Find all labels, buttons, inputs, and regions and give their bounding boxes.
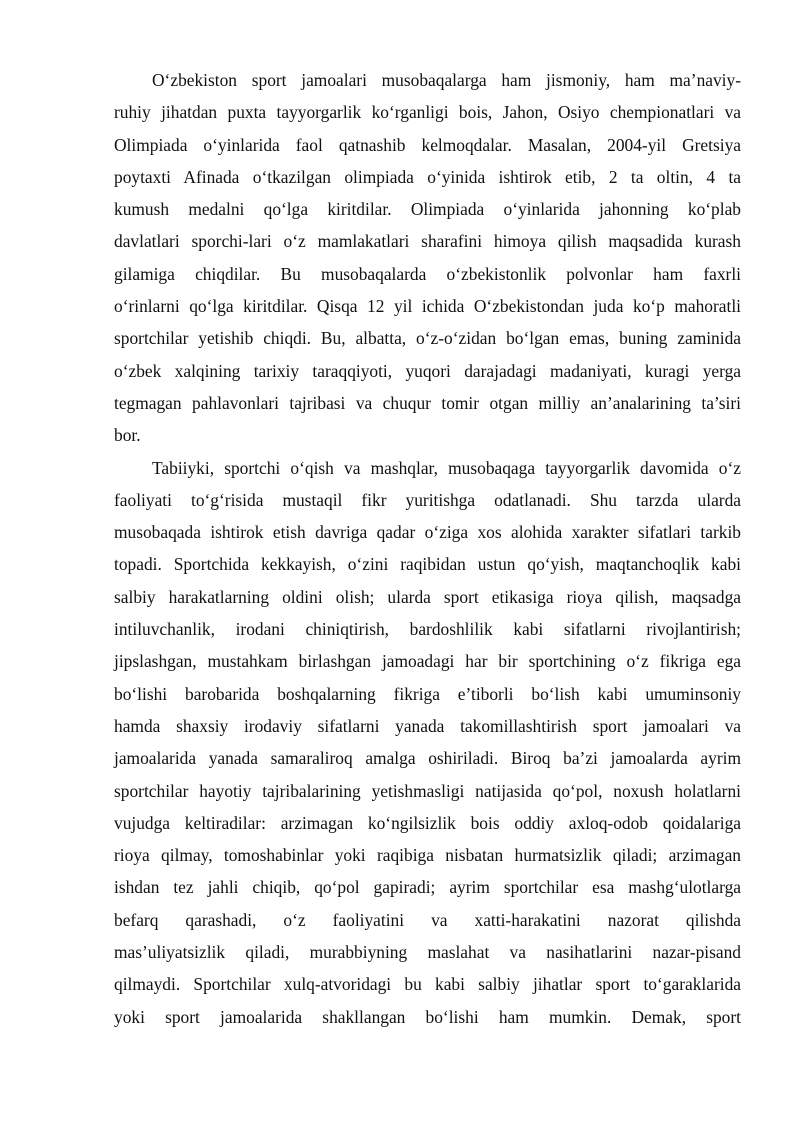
text-line: tegmagan pahlavonlari tajribasi va chuqur tomir otgan milliy an’analarining ta’siri xyxy=(114,392,741,413)
text-line: kumush medalni qo‘lga kiritdilar. Olimpiada o‘yinlarida jahonning ko‘plab xyxy=(114,199,741,220)
text-line: qilmaydi. Sportchilar xulq-atvoridagi bu kabi salbiy jihatlar sport to‘garaklarida xyxy=(114,974,741,995)
text-line: vujudga keltiradilar: arzimagan ko‘ngilsizlik bois oddiy axloq-odob qoidalariga xyxy=(114,812,741,833)
text-line: gilamiga chiqdilar. Bu musobaqalarda o‘zbekistonlik polvonlar ham faxrli xyxy=(114,263,741,284)
text-line: Olimpiada o‘yinlarida faol qatnashib kelmoqdalar. Masalan, 2004-yil Gretsiya xyxy=(114,134,741,155)
text-line: salbiy harakatlarning oldini olish; ularda sport etikasiga rioya qilish, maqsadga xyxy=(114,586,741,607)
text-line: mas’uliyatsizlik qiladi, murabbiyning maslahat va nasihatlarini nazar-pisand xyxy=(114,942,741,963)
text-line: o‘zbek xalqining tarixiy taraqqiyoti, yuqori darajadagi madaniyati, kuragi yerga xyxy=(114,360,741,381)
text-line: befarq qarashadi, o‘z faoliyatini va xatti-harakatini nazorat qilishda xyxy=(114,909,741,930)
text-line: bo‘lishi barobarida boshqalarning fikriga e’tiborli bo‘lish kabi umuminsoniy xyxy=(114,683,741,704)
text-line: o‘rinlarni qo‘lga kiritdilar. Qisqa 12 yil ichida O‘zbekistondan juda ko‘p mahoratli xyxy=(114,296,741,317)
text-line: topadi. Sportchida kekkayish, o‘zini raqibidan ustun qo‘yish, maqtanchoqlik kabi xyxy=(114,554,741,575)
document-body xyxy=(114,64,741,1033)
text-line: davlatlari sporchi-lari o‘z mamlakatlari sharafini himoya qilish maqsadida kurash xyxy=(114,231,741,252)
text-line: poytaxti Afinada o‘tkazilgan olimpiada o‘yinida ishtirok etib, 2 ta oltin, 4 ta xyxy=(114,166,741,187)
text-line: jamoalarida yanada samaraliroq amalga oshiriladi. Biroq ba’zi jamoalarda ayrim xyxy=(114,748,741,769)
text-line: rioya qilmay, tomoshabinlar yoki raqibiga nisbatan hurmatsizlik qiladi; arzimagan xyxy=(114,845,741,866)
text-line: bor. xyxy=(114,425,141,446)
text-line: intiluvchanlik, irodani chiniqtirish, bardoshlilik kabi sifatlarni rivojlantirish; xyxy=(114,619,741,640)
text-line: jipslashgan, mustahkam birlashgan jamoadagi har bir sportchining o‘z fikriga ega xyxy=(114,651,741,672)
text-line: hamda shaxsiy irodaviy sifatlarni yanada takomillashtirish sport jamoalari va xyxy=(114,715,741,736)
text-line: sportchilar hayotiy tajribalarining yetishmasligi natijasida qo‘pol, noxush holatlarni xyxy=(114,780,741,801)
text-line: O‘zbekiston sport jamoalari musobaqalarga ham jismoniy, ham ma’naviy- xyxy=(152,70,741,90)
text-line: yoki sport jamoalarida shakllangan bo‘lishi ham mumkin. Demak, sport xyxy=(114,1006,741,1027)
text-line: faoliyati to‘g‘risida mustaqil fikr yuritishga odatlanadi. Shu tarzda ularda xyxy=(114,489,741,510)
text-line: Tabiiyki, sportchi o‘qish va mashqlar, musobaqaga tayyorgarlik davomida o‘z xyxy=(152,457,741,478)
text-line: ishdan tez jahli chiqib, qo‘pol gapiradi; ayrim sportchilar esa mashg‘ulotlarga xyxy=(114,877,741,898)
text-line: musobaqada ishtirok etish davriga qadar o‘ziga xos alohida xarakter sifatlari tarkib xyxy=(114,522,741,543)
text-line: ruhiy jihatdan puxta tayyorgarlik ko‘rganligi bois, Jahon, Osiyo chempionatlari va xyxy=(114,102,741,123)
text-line: sportchilar yetishib chiqdi. Bu, albatta, o‘z-o‘zidan bo‘lgan emas, buning zaminida xyxy=(114,328,741,349)
